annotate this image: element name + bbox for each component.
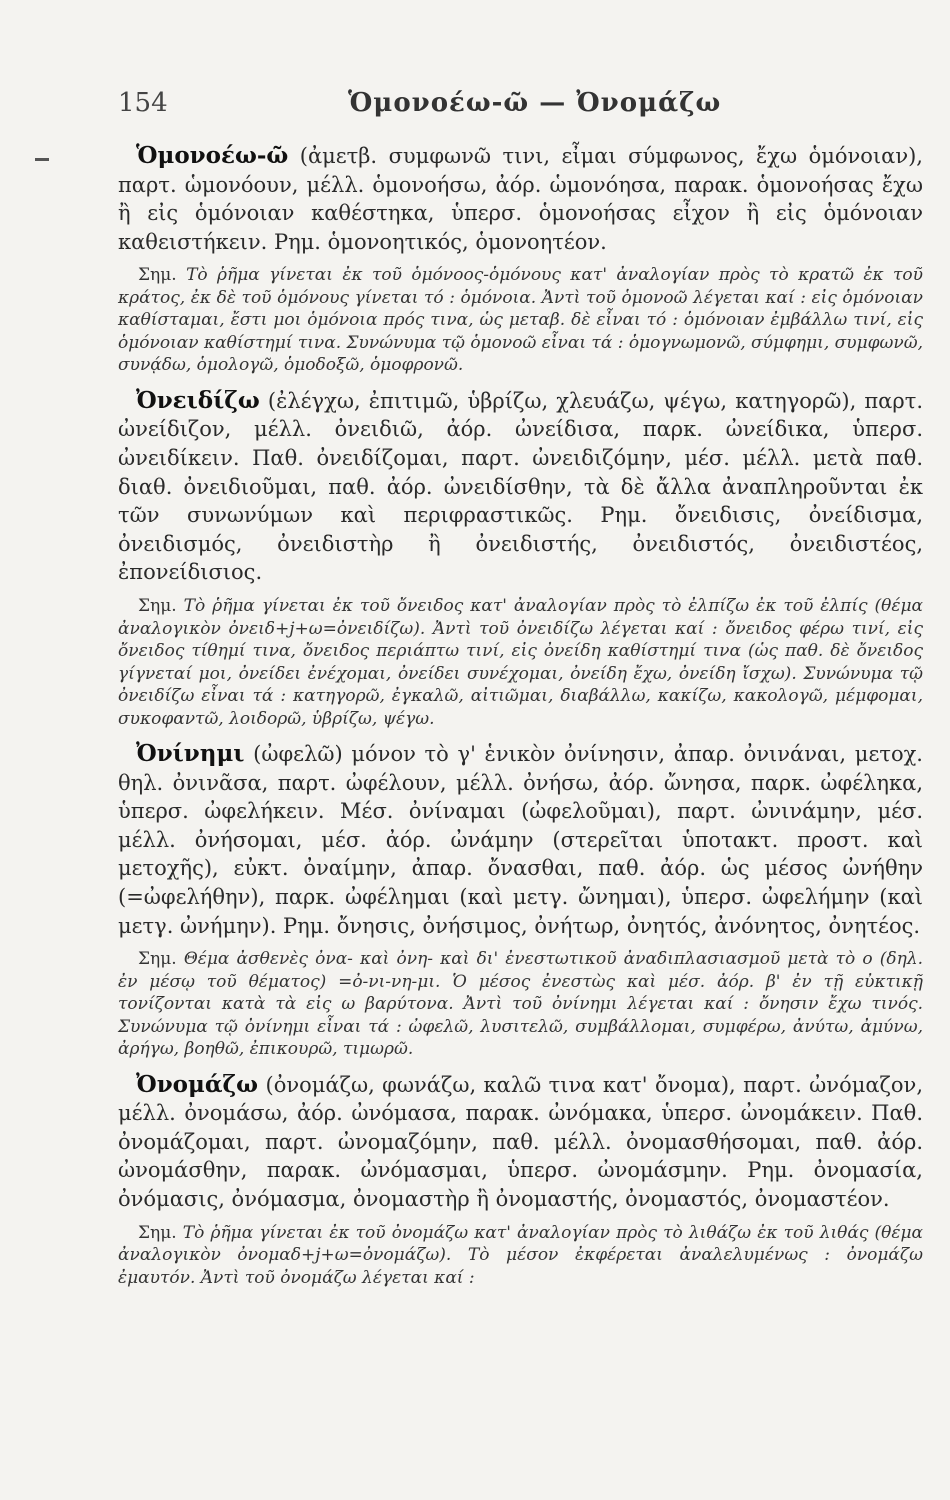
- entry-note: [118, 595, 923, 730]
- entry-text: (ὀνομάζω, φωνάζω, καλῶ τινα κατ' ὄνομα), παρτ. ὠνόμαζον, μέλλ. ὀνομάσω, ἀόρ. ὠνόμασα, παρακ. ὠνόμακα, ὑπερσ. ὠνομάκειν. Παθ. ὀνομάζομαι, παρτ. ὠνομαζόμην, παθ. μέλλ. ὀνομασθήσομαι, παθ. ἀόρ. ὠνομάσθην, παρακ. ὠνόμασμαι, ὑπερσ. ὠνομάσμην. Ρημ. ὀνομασία, ὀνόμασις, ὀνόμασμα, ὀνομαστὴρ ἢ ὀνομαστής, ὀνομαστός, ὀνομαστέον.: [118, 1072, 924, 1212]
- entry-paragraph: [118, 142, 923, 256]
- headword: Ὀνομάζω: [136, 1070, 259, 1098]
- headword: Ὀνίνημι: [136, 740, 245, 768]
- entry-note: [118, 264, 923, 377]
- note-label: Σημ.: [138, 1222, 177, 1243]
- note-label: Σημ.: [138, 949, 177, 970]
- page-header: [118, 88, 910, 122]
- entry-paragraph: [118, 740, 923, 940]
- entry-oneidizo: [118, 387, 923, 730]
- entry-note: [118, 948, 923, 1061]
- running-head: Ὁμονοέω-ῶ — Ὀνομάζω: [348, 88, 722, 118]
- note-text: Τὸ ῥῆμα γίνεται ἐκ τοῦ ὁμόνοος-ὁμόνους κατ' ἀναλογίαν πρὸς τὸ κρατῶ ἐκ τοῦ κράτος, ἐκ δὲ τοῦ ὁμόνους γίνεται τό : ὁμόνοια. Ἀντὶ τοῦ ὁμονοῶ λέγεται καί : εἰς ὁμόνοιαν καθίσταμαι, ἔστι μοι ὁμόνοια πρός τινα, ὡς μεταβ. δὲ εἶναι τό : ὁμόνοιαν ἐμβάλλω τινί, εἰς ὁμόνοιαν καθίστημί τινα. Συνώνυμα τῷ ὁμονοῶ εἶναι τά : ὁμογνωμονῶ, σύμφημι, συμφωνῶ, συνᾴδω, ὁμολογῶ, ὁμοδοξῶ, ὁμοφρονῶ.: [118, 265, 923, 376]
- note-text: Θέμα ἀσθενὲς ὀνα- καὶ ὀνη- καὶ δι' ἐνεστωτικοῦ ἀναδιπλασιασμοῦ μετὰ τὸ ο (δηλ. ἐν μέσῳ τοῦ θέματος) =ὀ-νι-νη-μι. Ὁ μέσος ἐνεστὼς καὶ μέσ. ἀόρ. β' ἐν τῇ εὐκτικῇ τονίζονται κατὰ τὰ εἰς ω βαρύτονα. Ἀντὶ τοῦ ὀνίνημι λέγεται καί : ὄνησιν ἔχω τινός. Συνώνυμα τῷ ὀνίνημι εἶναι τά : ὠφελῶ, λυσιτελῶ, συμβάλλομαι, συμφέρω, ἀνύτω, ἀμύνω, ἀρήγω, βοηθῶ, ἐπικουρῶ, τιμωρῶ.: [118, 949, 923, 1060]
- entry-paragraph: [118, 1071, 923, 1214]
- note-text: Τὸ ῥῆμα γίνεται ἐκ τοῦ ὄνειδος κατ' ἀναλογίαν πρὸς τὸ ἐλπίζω ἐκ τοῦ ἐλπίς (θέμα ἀναλογικὸν ὀνειδ+j+ω=ὀνειδίζω). Ἀντὶ τοῦ ὀνειδίζω λέγεται καί : ὄνειδος φέρω τινί, εἰς ὄνειδος τίθημί τινα, ὄνειδος περιάπτω τινί, εἰς ὀνείδη καθίστημί τινα (ὡς παθ. δὲ ὄνειδος γίγνεταί μοι, ὀνείδει ἐνέχομαι, ὀνείδει συνέχομαι, ὀνείδη ἔχω, ὀνείδη ἴσχω). Συνώνυμα τῷ ὀνειδίζω εἶναι τά : κατηγορῶ, ἐγκαλῶ, αἰτιῶμαι, διαβάλλω, κακίζω, κακολογῶ, μέμφομαι, συκοφαντῶ, λοιδορῶ, ὑβρίζω, ψέγω.: [118, 596, 924, 729]
- entry-omonoeo: [118, 142, 923, 377]
- entry-onomazo: [118, 1071, 923, 1289]
- note-text: Τὸ ῥῆμα γίνεται ἐκ τοῦ ὀνομάζω κατ' ἀναλογίαν πρὸς τὸ λιθάζω ἐκ τοῦ λιθάς (θέμα ἀναλογικὸν ὀνομαδ+j+ω=ὀνομάζω). Τὸ μέσον ἐκφέρεται ἀναλελυμένως : ὀνομάζω ἐμαυτόν. Ἀντὶ τοῦ ὀνομάζω λέγεται καί :: [118, 1222, 924, 1288]
- note-label: Σημ.: [138, 265, 177, 286]
- page-number: 154: [118, 88, 168, 118]
- entry-paragraph: [118, 387, 923, 587]
- page-body: [118, 142, 923, 1299]
- entry-text: (ἀμετβ. συμφωνῶ τινι, εἶμαι σύμφωνος, ἔχω ὁμόνοιαν), παρτ. ὡμονόουν, μέλλ. ὁμονοήσω, ἀόρ. ὡμονόησα, παρακ. ὁμονοήσας ἔχω ἢ εἰς ὁμόνοιαν καθέστηκα, ὑπερσ. ὁμονοήσας εἶχον ἢ εἰς ὁμόνοιαν καθειστήκειν. Ρημ. ὁμονοητικός, ὁμονοητέον.: [118, 144, 923, 254]
- margin-dash-mark: [35, 158, 49, 161]
- headword: Ὁμονοέω-ῶ: [136, 142, 289, 169]
- entry-note: [118, 1222, 923, 1290]
- entry-oninemi: [118, 740, 923, 1061]
- entry-text: (ὠφελῶ) μόνον τὸ γ' ἑνικὸν ὀνίνησιν, ἀπαρ. ὀνινάναι, μετοχ. θηλ. ὀνινᾶσα, παρτ. ὠφέλουν, μέλλ. ὀνήσω, ἀόρ. ὤνησα, παρκ. ὠφέληκα, ὑπερσ. ὠφελήκειν. Μέσ. ὀνίναμαι (ὠφελοῦμαι), παρτ. ὠνινάμην, μέσ. μέλλ. ὀνήσομαι, μέσ. ἀόρ. ὠνάμην (στερεῖται ὑποτακτ. προστ. καὶ μετοχῆς), εὐκτ. ὀναίμην, ἀπαρ. ὄνασθαι, παθ. ἀόρ. ὡς μέσος ὠνήθην (=ὠφελήθην), παρκ. ὠφέλημαι (καὶ μετγ. ὤνημαι), ὑπερσ. ὠφελήμην (καὶ μετγ. ὠνήμην). Ρημ. ὄνησις, ὀνήσιμος, ὀνήτωρ, ὀνητός, ἀνόνητος, ὀνητέος.: [118, 742, 923, 938]
- entry-text: (ἐλέγχω, ἐπιτιμῶ, ὑβρίζω, χλευάζω, ψέγω, κατηγορῶ), παρτ. ὠνείδιζον, μέλλ. ὀνειδιῶ, ἀόρ. ὠνείδισα, παρκ. ὠνείδικα, ὑπερσ. ὠνειδίκειν. Παθ. ὀνειδίζομαι, παρτ. ὠνειδιζόμην, μέσ. μέλλ. μετὰ παθ. διαθ. ὀνειδιοῦμαι, παθ. ἀόρ. ὠνειδίσθην, τὰ δὲ ἄλλα ἀναπληροῦνται ἐκ τῶν συνωνύμων καὶ περιφραστικῶς. Ρημ. ὄνειδισις, ὀνείδισμα, ὀνειδισμός, ὀνειδιστὴρ ἢ ὀνειδιστής, ὀνειδιστός, ὀνειδιστέος, ἐπονείδισιος.: [118, 388, 923, 585]
- note-label: Σημ.: [138, 596, 177, 617]
- headword: Ὀνειδίζω: [136, 386, 260, 414]
